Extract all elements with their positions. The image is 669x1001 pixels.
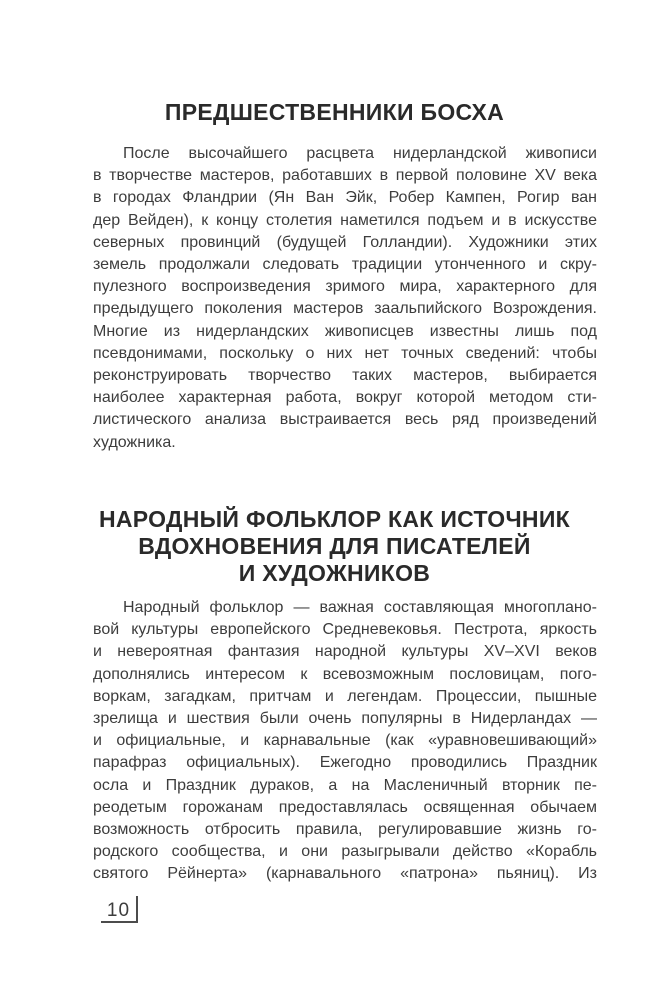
text-line: в городах Фландрии (Ян Ван Эйк, Робер Кампен, Рогир ван <box>93 189 597 207</box>
chapter-title: ПРЕДШЕСТВЕННИКИ БОСХА <box>164 99 505 125</box>
text-line: дер Вейден), к концу столетия наметился подъем и в искусстве <box>93 211 597 229</box>
text-line: осла и Праздник дураков, а на Масленичный вторник пе- <box>93 776 597 794</box>
page-number: 10 <box>106 900 131 921</box>
text-line: листического анализа выстраивается весь ряд произведений <box>93 411 597 429</box>
text-line: святого Рёйнерта» (карнавального «патрона» пьяниц). Из <box>93 865 597 883</box>
text-line: предыдущего поколения мастеров заальпийского Возрождения. <box>93 300 597 318</box>
folio-corner-rule <box>101 896 138 923</box>
text-line: наиболее характерная работа, вокруг которой методом сти- <box>93 389 597 407</box>
text-line: реодетым горожанам предоставлялась освященная обычаем <box>93 798 597 816</box>
text-line: Многие из нидерландских живописцев известны лишь под <box>93 322 597 340</box>
section-heading-line: НАРОДНЫЙ ФОЛЬКЛОР КАК ИСТОЧНИК <box>98 506 571 532</box>
text-line: пулезного воспроизведения зримого мира, характерного для <box>93 278 597 296</box>
text-line: северных провинций (будущей Голландии). Художники этих <box>93 233 597 251</box>
text-line: Народный фольклор — важная составляющая многоплано- <box>123 599 597 616</box>
text-line: в творчестве мастеров, работавших в первой половине XV века <box>93 167 597 185</box>
body-paragraph-1 <box>93 143 597 454</box>
text-line: дополнялись интересом к всевозможным пословицам, пого- <box>93 665 597 683</box>
text-line: возможность отбросить правила, регулировавшие жизнь го- <box>93 821 597 839</box>
text-line: земель продолжали следовать традиции утонченного и скру- <box>93 256 597 274</box>
text-line: воркам, загадкам, притчам и легендам. Процессии, пышные <box>93 687 597 705</box>
text-line: и невероятная фантазия народной культуры XV–XVI веков <box>93 643 597 661</box>
section-heading-line: ВДОХНОВЕНИЯ ДЛЯ ПИСАТЕЛЕЙ <box>138 533 531 559</box>
text-line: вой культуры европейского Средневековья. Пестрота, яркость <box>93 621 597 639</box>
text-line: зрелища и шествия были очень популярны в Нидерландах — <box>93 710 597 728</box>
text-line: После высочайшего расцвета нидерландской живописи <box>123 145 597 162</box>
text-line: парафраз официальных). Ежегодно проводились Праздник <box>93 754 597 772</box>
text-line: псевдонимами, поскольку о них нет точных сведений: чтобы <box>93 344 597 362</box>
text-line: родского сообщества, и они разыгрывали действо «Корабль <box>93 843 597 861</box>
text-line: и официальные, и карнавальные (как «уравновешивающий» <box>93 732 597 750</box>
text-line: художника. <box>93 433 176 451</box>
section-heading-line: И ХУДОЖНИКОВ <box>238 560 431 586</box>
text-line: реконструировать творчество таких мастеров, выбирается <box>93 367 597 385</box>
body-paragraph-2 <box>93 597 597 886</box>
section-heading <box>0 506 669 587</box>
